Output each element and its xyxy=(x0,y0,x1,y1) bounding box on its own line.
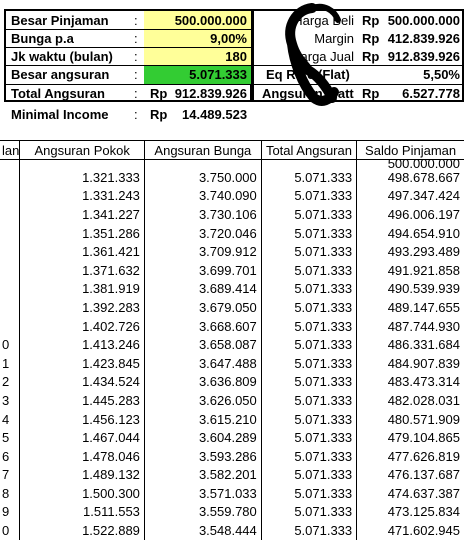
harga-jual-value: 912.839.926 xyxy=(387,49,460,64)
angsuran-bunga-cell[interactable]: 3.593.286 xyxy=(144,447,261,466)
angsuran-pokok-cell[interactable]: 1.434.524 xyxy=(20,373,145,392)
table-row xyxy=(0,410,464,429)
angsuran-pokok-cell[interactable]: 1.423.845 xyxy=(20,354,145,373)
row-bulan[interactable] xyxy=(0,242,20,261)
saldo-pinjaman-cell[interactable]: 480.571.909 xyxy=(357,410,464,429)
row-bulan[interactable]: 4 xyxy=(2,411,10,427)
total-angsuran-cell[interactable]: 5.071.333 xyxy=(261,484,356,503)
angsuran-bunga-cell[interactable]: 3.582.201 xyxy=(144,466,261,485)
angsuran-pokok-cell[interactable]: 1.371.632 xyxy=(20,261,145,280)
row-bulan[interactable] xyxy=(0,224,20,243)
besar-pinjaman-label: Besar Pinjaman xyxy=(11,13,109,28)
total-angsuran-cell[interactable]: 5.071.333 xyxy=(261,168,356,187)
saldo-pinjaman-cell[interactable]: 494.654.910 xyxy=(357,224,464,243)
total-angsuran-cell[interactable]: 5.071.333 xyxy=(261,242,356,261)
angsuran-pokok-cell[interactable]: 1.467.044 xyxy=(20,428,145,447)
angsuran-pokok-cell[interactable]: 1.445.283 xyxy=(20,391,145,410)
saldo-pinjaman-cell[interactable]: 490.539.939 xyxy=(357,280,464,299)
jk-waktu-label: Jk waktu (bulan) xyxy=(11,49,113,64)
bunga-label: Bunga p.a xyxy=(11,31,74,46)
opening-balance: 500.000.000 xyxy=(357,160,464,169)
row-bulan[interactable]: 1 xyxy=(2,355,10,371)
besar-pinjaman-value[interactable]: 500.000.000 xyxy=(174,13,247,28)
colon: : xyxy=(134,13,138,28)
row-bulan[interactable] xyxy=(0,298,20,317)
total-angsuran-cell[interactable]: 5.071.333 xyxy=(261,521,356,540)
table-row xyxy=(0,447,464,466)
harga-beli-value: 500.000.000 xyxy=(387,13,460,28)
margin-label: Margin xyxy=(314,31,354,46)
angsuran-bunga-cell[interactable]: 3.647.488 xyxy=(144,354,261,373)
row-bulan[interactable] xyxy=(0,280,20,299)
saldo-pinjaman-cell[interactable]: 497.347.424 xyxy=(357,187,464,206)
total-angsuran-cell[interactable]: 5.071.333 xyxy=(261,354,356,373)
angsuran-bunga-cell[interactable]: 3.615.210 xyxy=(144,410,261,429)
margin-rp: Rp xyxy=(362,31,380,46)
table-row xyxy=(0,280,464,299)
saldo-pinjaman-cell[interactable]: 474.637.387 xyxy=(357,484,464,503)
table-row xyxy=(0,187,464,206)
saldo-pinjaman-cell[interactable]: 493.293.489 xyxy=(357,242,464,261)
colon: : xyxy=(134,107,138,122)
total-angsuran-cell[interactable]: 5.071.333 xyxy=(261,335,356,354)
angsuran-bunga-cell[interactable]: 3.699.701 xyxy=(144,261,261,280)
colon: : xyxy=(134,67,138,82)
total-angsuran-cell[interactable]: 5.071.333 xyxy=(261,187,356,206)
row-bulan[interactable] xyxy=(0,317,20,336)
eq-rate-label: Eq Rate (Flat) xyxy=(266,67,350,82)
angsuran-pokok-cell[interactable]: 1.489.132 xyxy=(20,466,145,485)
angsuran-pokok-cell[interactable]: 1.341.227 xyxy=(20,205,145,224)
angsuran-pokok-cell[interactable]: 1.456.123 xyxy=(20,410,145,429)
saldo-pinjaman-cell[interactable]: 496.006.197 xyxy=(357,205,464,224)
total-angsuran-cell[interactable]: 5.071.333 xyxy=(261,391,356,410)
angsuran-bunga-cell[interactable]: 3.658.087 xyxy=(144,335,261,354)
angsuran-pokok-cell[interactable]: 1.392.283 xyxy=(20,298,145,317)
total-angsuran-cell[interactable]: 5.071.333 xyxy=(261,466,356,485)
angsuran-pokok-cell[interactable]: 1.522.889 xyxy=(20,521,145,540)
header-total-angsuran: Total Angsuran xyxy=(261,141,356,160)
table-row xyxy=(0,168,464,187)
angsuran-pokok-cell[interactable]: 1.331.243 xyxy=(20,187,145,206)
colon: : xyxy=(134,31,138,46)
bunga-value[interactable]: 9,00% xyxy=(210,31,247,46)
harga-beli-label: Harga Beli xyxy=(293,13,354,28)
minimal-income-value: 14.489.523 xyxy=(182,107,248,122)
header-saldo-pinjaman: Saldo Pinjaman xyxy=(357,141,464,160)
table-row xyxy=(0,242,464,261)
table-row xyxy=(0,466,464,485)
row-bulan[interactable]: 2 xyxy=(2,374,10,390)
saldo-pinjaman-cell[interactable]: 471.602.945 xyxy=(357,521,464,540)
saldo-pinjaman-cell[interactable]: 483.473.314 xyxy=(357,373,464,392)
angsuran-pokok-cell[interactable]: 1.413.246 xyxy=(20,335,145,354)
saldo-pinjaman-cell[interactable]: 487.744.930 xyxy=(357,317,464,336)
angsuran-bunga-cell[interactable]: 3.689.414 xyxy=(144,280,261,299)
table-row xyxy=(0,261,464,280)
saldo-pinjaman-cell[interactable]: 479.104.865 xyxy=(357,428,464,447)
angsuran-bunga-cell[interactable]: 3.626.050 xyxy=(144,391,261,410)
angsuran-bunga-cell[interactable]: 3.604.289 xyxy=(144,428,261,447)
angsuran-pokok-cell[interactable]: 1.500.300 xyxy=(20,484,145,503)
total-angsuran-cell[interactable]: 5.071.333 xyxy=(261,298,356,317)
angsuran-bunga-cell[interactable]: 3.559.780 xyxy=(144,503,261,522)
row-bulan[interactable]: 6 xyxy=(2,448,10,464)
saldo-pinjaman-cell[interactable]: 491.921.858 xyxy=(357,261,464,280)
table-row xyxy=(0,521,464,540)
eq-rate-value: 5,50% xyxy=(423,67,460,82)
total-angsuran-cell[interactable]: 5.071.333 xyxy=(261,280,356,299)
total-angsuran-cell[interactable]: 5.071.333 xyxy=(261,205,356,224)
harga-jual-rp: Rp xyxy=(362,49,380,64)
total-angsuran-cell[interactable]: 5.071.333 xyxy=(261,503,356,522)
angsuran-bunga-cell[interactable]: 3.668.607 xyxy=(144,317,261,336)
total-angsuran-cell[interactable]: 5.071.333 xyxy=(261,224,356,243)
row-bulan[interactable]: 3 xyxy=(2,392,10,408)
colon: : xyxy=(134,49,138,64)
angsuran-bunga-cell[interactable]: 3.709.912 xyxy=(144,242,261,261)
total-angsuran-cell[interactable]: 5.071.333 xyxy=(261,447,356,466)
table-row xyxy=(0,224,464,243)
angsuran-bunga-cell[interactable]: 3.571.033 xyxy=(144,484,261,503)
angsuran-pokok-cell[interactable]: 1.321.333 xyxy=(20,168,145,187)
amortization-table xyxy=(0,140,464,540)
angsuran-pokok-cell[interactable]: 1.361.421 xyxy=(20,242,145,261)
harga-beli-rp: Rp xyxy=(362,13,380,28)
row-bulan[interactable] xyxy=(0,261,20,280)
angsuran-pokok-cell[interactable]: 1.478.046 xyxy=(20,447,145,466)
angsuran-bunga-cell[interactable]: 3.730.106 xyxy=(144,205,261,224)
total-angsuran-cell[interactable]: 5.071.333 xyxy=(261,317,356,336)
total-angsuran-cell[interactable]: 5.071.333 xyxy=(261,410,356,429)
saldo-pinjaman-cell[interactable]: 489.147.655 xyxy=(357,298,464,317)
angsuran-flatt-label: Angsuran Flatt xyxy=(262,86,354,101)
total-angsuran-cell[interactable]: 5.071.333 xyxy=(261,373,356,392)
minimal-income-label: Minimal Income xyxy=(11,107,109,122)
row-bulan[interactable]: 0 xyxy=(2,337,10,353)
harga-jual-label: Harga Jual xyxy=(291,49,354,64)
row-bulan[interactable]: 8 xyxy=(2,485,10,501)
saldo-pinjaman-cell[interactable]: 482.028.031 xyxy=(357,391,464,410)
row-bulan[interactable]: 5 xyxy=(2,430,10,446)
amortization-table-wrap xyxy=(0,140,464,545)
row-bulan[interactable] xyxy=(0,187,20,206)
row-bulan[interactable] xyxy=(0,205,20,224)
saldo-pinjaman-cell[interactable]: 473.125.834 xyxy=(357,503,464,522)
row-bulan[interactable]: 9 xyxy=(2,504,10,520)
minimal-income-rp: Rp xyxy=(150,107,168,122)
table-row xyxy=(0,298,464,317)
row-bulan[interactable]: 7 xyxy=(2,467,10,483)
total-angsuran-cell[interactable]: 5.071.333 xyxy=(261,261,356,280)
besar-angsuran-value: 5.071.333 xyxy=(189,67,247,82)
table-row xyxy=(0,317,464,336)
table-row xyxy=(0,391,464,410)
header-angsuran-pokok: Angsuran Pokok xyxy=(20,141,145,160)
angsuran-bunga-cell[interactable]: 3.548.444 xyxy=(144,521,261,540)
total-angsuran-cell[interactable]: 5.071.333 xyxy=(261,428,356,447)
colon: : xyxy=(134,86,138,101)
saldo-pinjaman-cell[interactable]: 484.907.839 xyxy=(357,354,464,373)
saldo-pinjaman-cell[interactable]: 476.137.687 xyxy=(357,466,464,485)
table-row xyxy=(0,373,464,392)
table-row xyxy=(0,354,464,373)
angsuran-bunga-cell[interactable]: 3.750.000 xyxy=(144,168,261,187)
angsuran-flatt-value: 6.527.778 xyxy=(402,86,460,101)
saldo-pinjaman-cell[interactable]: 498.678.667 xyxy=(357,168,464,187)
saldo-pinjaman-cell[interactable]: 486.331.684 xyxy=(357,335,464,354)
besar-angsuran-label: Besar angsuran xyxy=(11,67,110,82)
table-row xyxy=(0,503,464,522)
angsuran-flatt-rp: Rp xyxy=(362,86,380,101)
total-angsuran-value: 912.839.926 xyxy=(174,86,247,101)
total-angsuran-rp: Rp xyxy=(150,86,168,101)
saldo-pinjaman-cell[interactable]: 477.626.819 xyxy=(357,447,464,466)
angsuran-bunga-cell[interactable]: 3.740.090 xyxy=(144,187,261,206)
jk-waktu-value[interactable]: 180 xyxy=(225,49,247,64)
angsuran-pokok-cell[interactable]: 1.511.553 xyxy=(20,503,145,522)
table-row xyxy=(0,205,464,224)
angsuran-bunga-cell[interactable]: 3.720.046 xyxy=(144,224,261,243)
table-row xyxy=(0,428,464,447)
header-bulan: lan xyxy=(2,142,20,158)
angsuran-pokok-cell[interactable]: 1.381.919 xyxy=(20,280,145,299)
margin-value: 412.839.926 xyxy=(387,31,460,46)
angsuran-bunga-cell[interactable]: 3.679.050 xyxy=(144,298,261,317)
table-row xyxy=(0,484,464,503)
total-angsuran-label: Total Angsuran xyxy=(11,86,105,101)
angsuran-pokok-cell[interactable]: 1.351.286 xyxy=(20,224,145,243)
table-row xyxy=(0,335,464,354)
angsuran-pokok-cell[interactable]: 1.402.726 xyxy=(20,317,145,336)
header-angsuran-bunga: Angsuran Bunga xyxy=(144,141,261,160)
angsuran-bunga-cell[interactable]: 3.636.809 xyxy=(144,373,261,392)
row-bulan[interactable]: 0 xyxy=(2,523,10,539)
row-bulan[interactable] xyxy=(0,168,20,187)
table-row-opening xyxy=(0,160,464,169)
